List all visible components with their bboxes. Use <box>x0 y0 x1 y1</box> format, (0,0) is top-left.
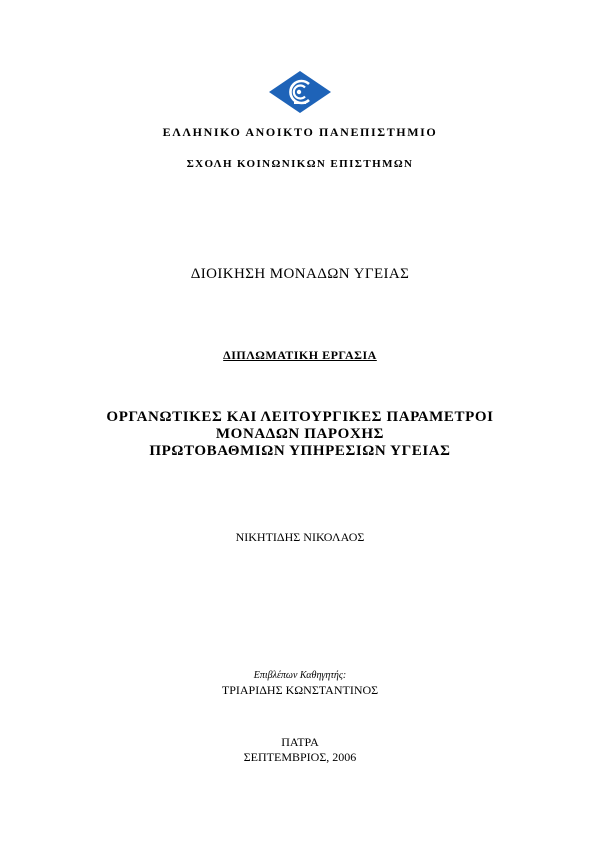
eap-logo-icon <box>268 70 332 114</box>
supervisor-label: Επιβλέπων Καθηγητής: <box>253 670 347 681</box>
thesis-title-line-3: ΠΡΩΤΟΒΑΘΜΙΩΝ ΥΠΗΡΕΣΙΩΝ ΥΓΕΙΑΣ <box>149 443 451 459</box>
university-name: ΕΛΛΗΝΙΚΟ ΑΝΟΙΚΤΟ ΠΑΝΕΠΙΣΤΗΜΙΟ <box>162 125 438 139</box>
author-name: ΝΙΚΗΤΙΔΗΣ ΝΙΚΟΛΑΟΣ <box>235 530 365 544</box>
city: ΠΑΤΡΑ <box>281 735 319 749</box>
document-type: ΔΙΠΛΩΜΑΤΙΚΗ ΕΡΓΑΣΙΑ <box>223 348 377 362</box>
thesis-title-line-2: ΜΟΝΑΔΩΝ ΠΑΡΟΧΗΣ <box>215 426 385 442</box>
program-name: ΔΙΟΙΚΗΣΗ ΜΟΝΑΔΩΝ ΥΓΕΙΑΣ <box>190 266 410 282</box>
supervisor-name: ΤΡΙΑΡΙΔΗΣ ΚΩΝΣΤΑΝΤΙΝΟΣ <box>221 683 379 697</box>
date: ΣΕΠΤΕΜΒΡΙΟΣ, 2006 <box>243 750 357 764</box>
school-name: ΣΧΟΛΗ ΚΟΙΝΩΝΙΚΩΝ ΕΠΙΣΤΗΜΩΝ <box>186 158 414 170</box>
thesis-title-line-1: ΟΡΓΑΝΩΤΙΚΕΣ ΚΑΙ ΛΕΙΤΟΥΡΓΙΚΕΣ ΠΑΡΑΜΕΤΡΟΙ <box>106 409 494 425</box>
